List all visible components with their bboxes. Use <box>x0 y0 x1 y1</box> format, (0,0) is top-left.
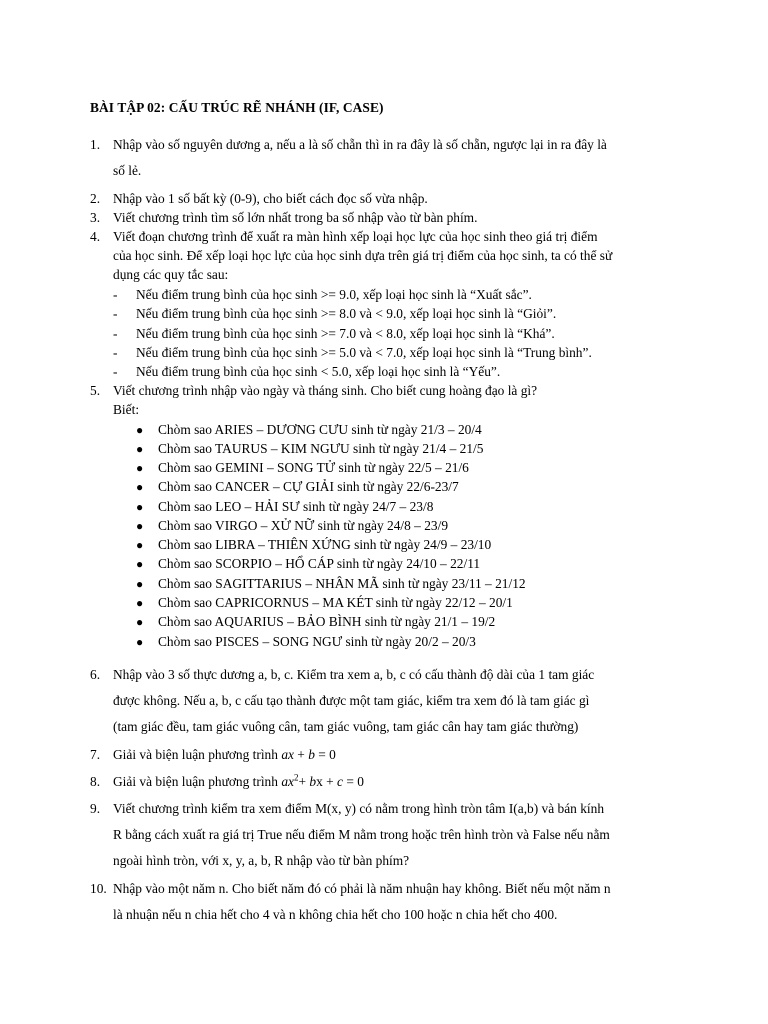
item-number: 5. <box>90 383 101 398</box>
dash-marker: - <box>113 326 118 341</box>
zodiac-item: Chòm sao ARIES – DƯƠNG CƯU sinh từ ngày 21/3 – 20/4 <box>158 422 482 437</box>
item-number: 1. <box>90 137 101 152</box>
zodiac-item: Chòm sao TAURUS – KIM NGƯU sinh từ ngày 21/4 – 21/5 <box>158 441 484 456</box>
item-text: Nhập vào 3 số thực dương a, b, c. Kiểm tra xem a, b, c có cấu thành độ dài của 1 tam giác <box>113 667 595 682</box>
bullet-icon: ● <box>136 480 144 494</box>
item-text: Nhập vào một năm n. Cho biết năm đó có phải là năm nhuận hay không. Biết nếu một năm n <box>113 881 611 896</box>
bullet-icon: ● <box>136 500 144 514</box>
item-text: Nhập vào số nguyên dương a, nếu a là số chẵn thì in ra đây là số chẵn, ngược lại in ra đây là <box>113 137 607 152</box>
item-text: của học sinh. Để xếp loại học lực của học sinh dựa trên giá trị điểm của học sinh, ta có thể sử <box>113 248 613 263</box>
item-text: ngoài hình tròn, với x, y, a, b, R nhập vào từ bàn phím? <box>113 853 410 868</box>
rule-item: Nếu điểm trung bình của học sinh >= 7.0 và < 8.0, xếp loại học sinh là “Khá”. <box>136 326 555 341</box>
bullet-icon: ● <box>136 615 144 629</box>
dash-marker: - <box>113 306 118 321</box>
item-number: 4. <box>90 229 101 244</box>
item-text: Nhập vào 1 số bất kỳ (0-9), cho biết cách đọc số vừa nhập. <box>113 191 428 206</box>
zodiac-item: Chòm sao AQUARIUS – BẢO BÌNH sinh từ ngày 21/1 – 19/2 <box>158 614 496 629</box>
item-text: dụng các quy tắc sau: <box>113 267 229 282</box>
item-number: 9. <box>90 801 101 816</box>
zodiac-item: Chòm sao SCORPIO – HỔ CÁP sinh từ ngày 24/10 – 22/11 <box>158 556 481 571</box>
item-number: 7. <box>90 747 101 762</box>
zodiac-item: Chòm sao LEO – HẢI SƯ sinh từ ngày 24/7 – 23/8 <box>158 499 434 514</box>
zodiac-item: Chòm sao LIBRA – THIÊN XỨNG sinh từ ngày 24/9 – 23/10 <box>158 537 492 552</box>
item-number: 6. <box>90 667 101 682</box>
item-text: R bằng cách xuất ra giá trị True nếu điểm M nằm trong hoặc trên hình tròn và False nếu nằm <box>113 827 610 842</box>
rule-item: Nếu điểm trung bình của học sinh >= 8.0 và < 9.0, xếp loại học sinh là “Giỏi”. <box>136 306 557 321</box>
item-text: Biết: <box>113 402 140 417</box>
zodiac-item: Chòm sao PISCES – SONG NGƯ sinh từ ngày 20/2 – 20/3 <box>158 634 476 649</box>
item-number: 2. <box>90 191 101 206</box>
item-text: Viết chương trình nhập vào ngày và tháng sinh. Cho biết cung hoàng đạo là gì? <box>113 383 538 398</box>
bullet-icon: ● <box>136 519 144 533</box>
zodiac-item: Chòm sao VIRGO – XỬ NỮ sinh từ ngày 24/8 – 23/9 <box>158 518 449 533</box>
item-text: Viết đoạn chương trình để xuất ra màn hình xếp loại học lực của học sinh theo giá trị điểm <box>113 229 598 244</box>
item-text: Giải và biện luận phương trình ax + b = 0 <box>113 747 336 762</box>
zodiac-item: Chòm sao CAPRICORNUS – MA KÉT sinh từ ngày 22/12 – 20/1 <box>158 595 513 610</box>
bullet-icon: ● <box>136 461 144 475</box>
bullet-icon: ● <box>136 423 144 437</box>
zodiac-item: Chòm sao GEMINI – SONG TỬ sinh từ ngày 22/5 – 21/6 <box>158 460 469 475</box>
item-number: 8. <box>90 774 101 789</box>
bullet-icon: ● <box>136 635 144 649</box>
rule-item: Nếu điểm trung bình của học sinh >= 9.0, xếp loại học sinh là “Xuất sắc”. <box>136 287 532 302</box>
bullet-icon: ● <box>136 577 144 591</box>
zodiac-item: Chòm sao CANCER – CỰ GIẢI sinh từ ngày 22/6-23/7 <box>158 479 459 494</box>
item-text: Giải và biện luận phương trình $ax^2+$ bx + c = 0 <box>113 772 364 789</box>
bullet-icon: ● <box>136 557 144 571</box>
item-text: được không. Nếu a, b, c cấu tạo thành được một tam giác, kiểm tra xem đó là tam giác gì <box>113 693 590 708</box>
zodiac-item: Chòm sao SAGITTARIUS – NHÂN MÃ sinh từ ngày 23/11 – 21/12 <box>158 576 526 591</box>
item-text: (tam giác đều, tam giác vuông cân, tam giác vuông, tam giác cân hay tam giác thường) <box>113 719 579 734</box>
item-text: số lẻ. <box>113 163 142 178</box>
item-text: Viết chương trình tìm số lớn nhất trong ba số nhập vào từ bàn phím. <box>113 210 478 225</box>
item-number: 10. <box>90 881 107 896</box>
bullet-icon: ● <box>136 442 144 456</box>
item-text: là nhuận nếu n chia hết cho 4 và n không chia hết cho 100 hoặc n chia hết cho 400. <box>113 907 558 922</box>
dash-marker: - <box>113 364 118 379</box>
rule-item: Nếu điểm trung bình của học sinh >= 5.0 và < 7.0, xếp loại học sinh là “Trung bình”. <box>136 345 592 360</box>
bullet-icon: ● <box>136 596 144 610</box>
item-number: 3. <box>90 210 101 225</box>
dash-marker: - <box>113 345 118 360</box>
document-title: BÀI TẬP 02: CẤU TRÚC RẼ NHÁNH (IF, CASE) <box>90 100 384 115</box>
rule-item: Nếu điểm trung bình của học sinh < 5.0, xếp loại học sinh là “Yếu”. <box>136 364 501 379</box>
dash-marker: - <box>113 287 118 302</box>
bullet-icon: ● <box>136 538 144 552</box>
item-text: Viết chương trình kiểm tra xem điểm M(x, y) có nằm trong hình tròn tâm I(a,b) và bán kính <box>113 801 605 816</box>
